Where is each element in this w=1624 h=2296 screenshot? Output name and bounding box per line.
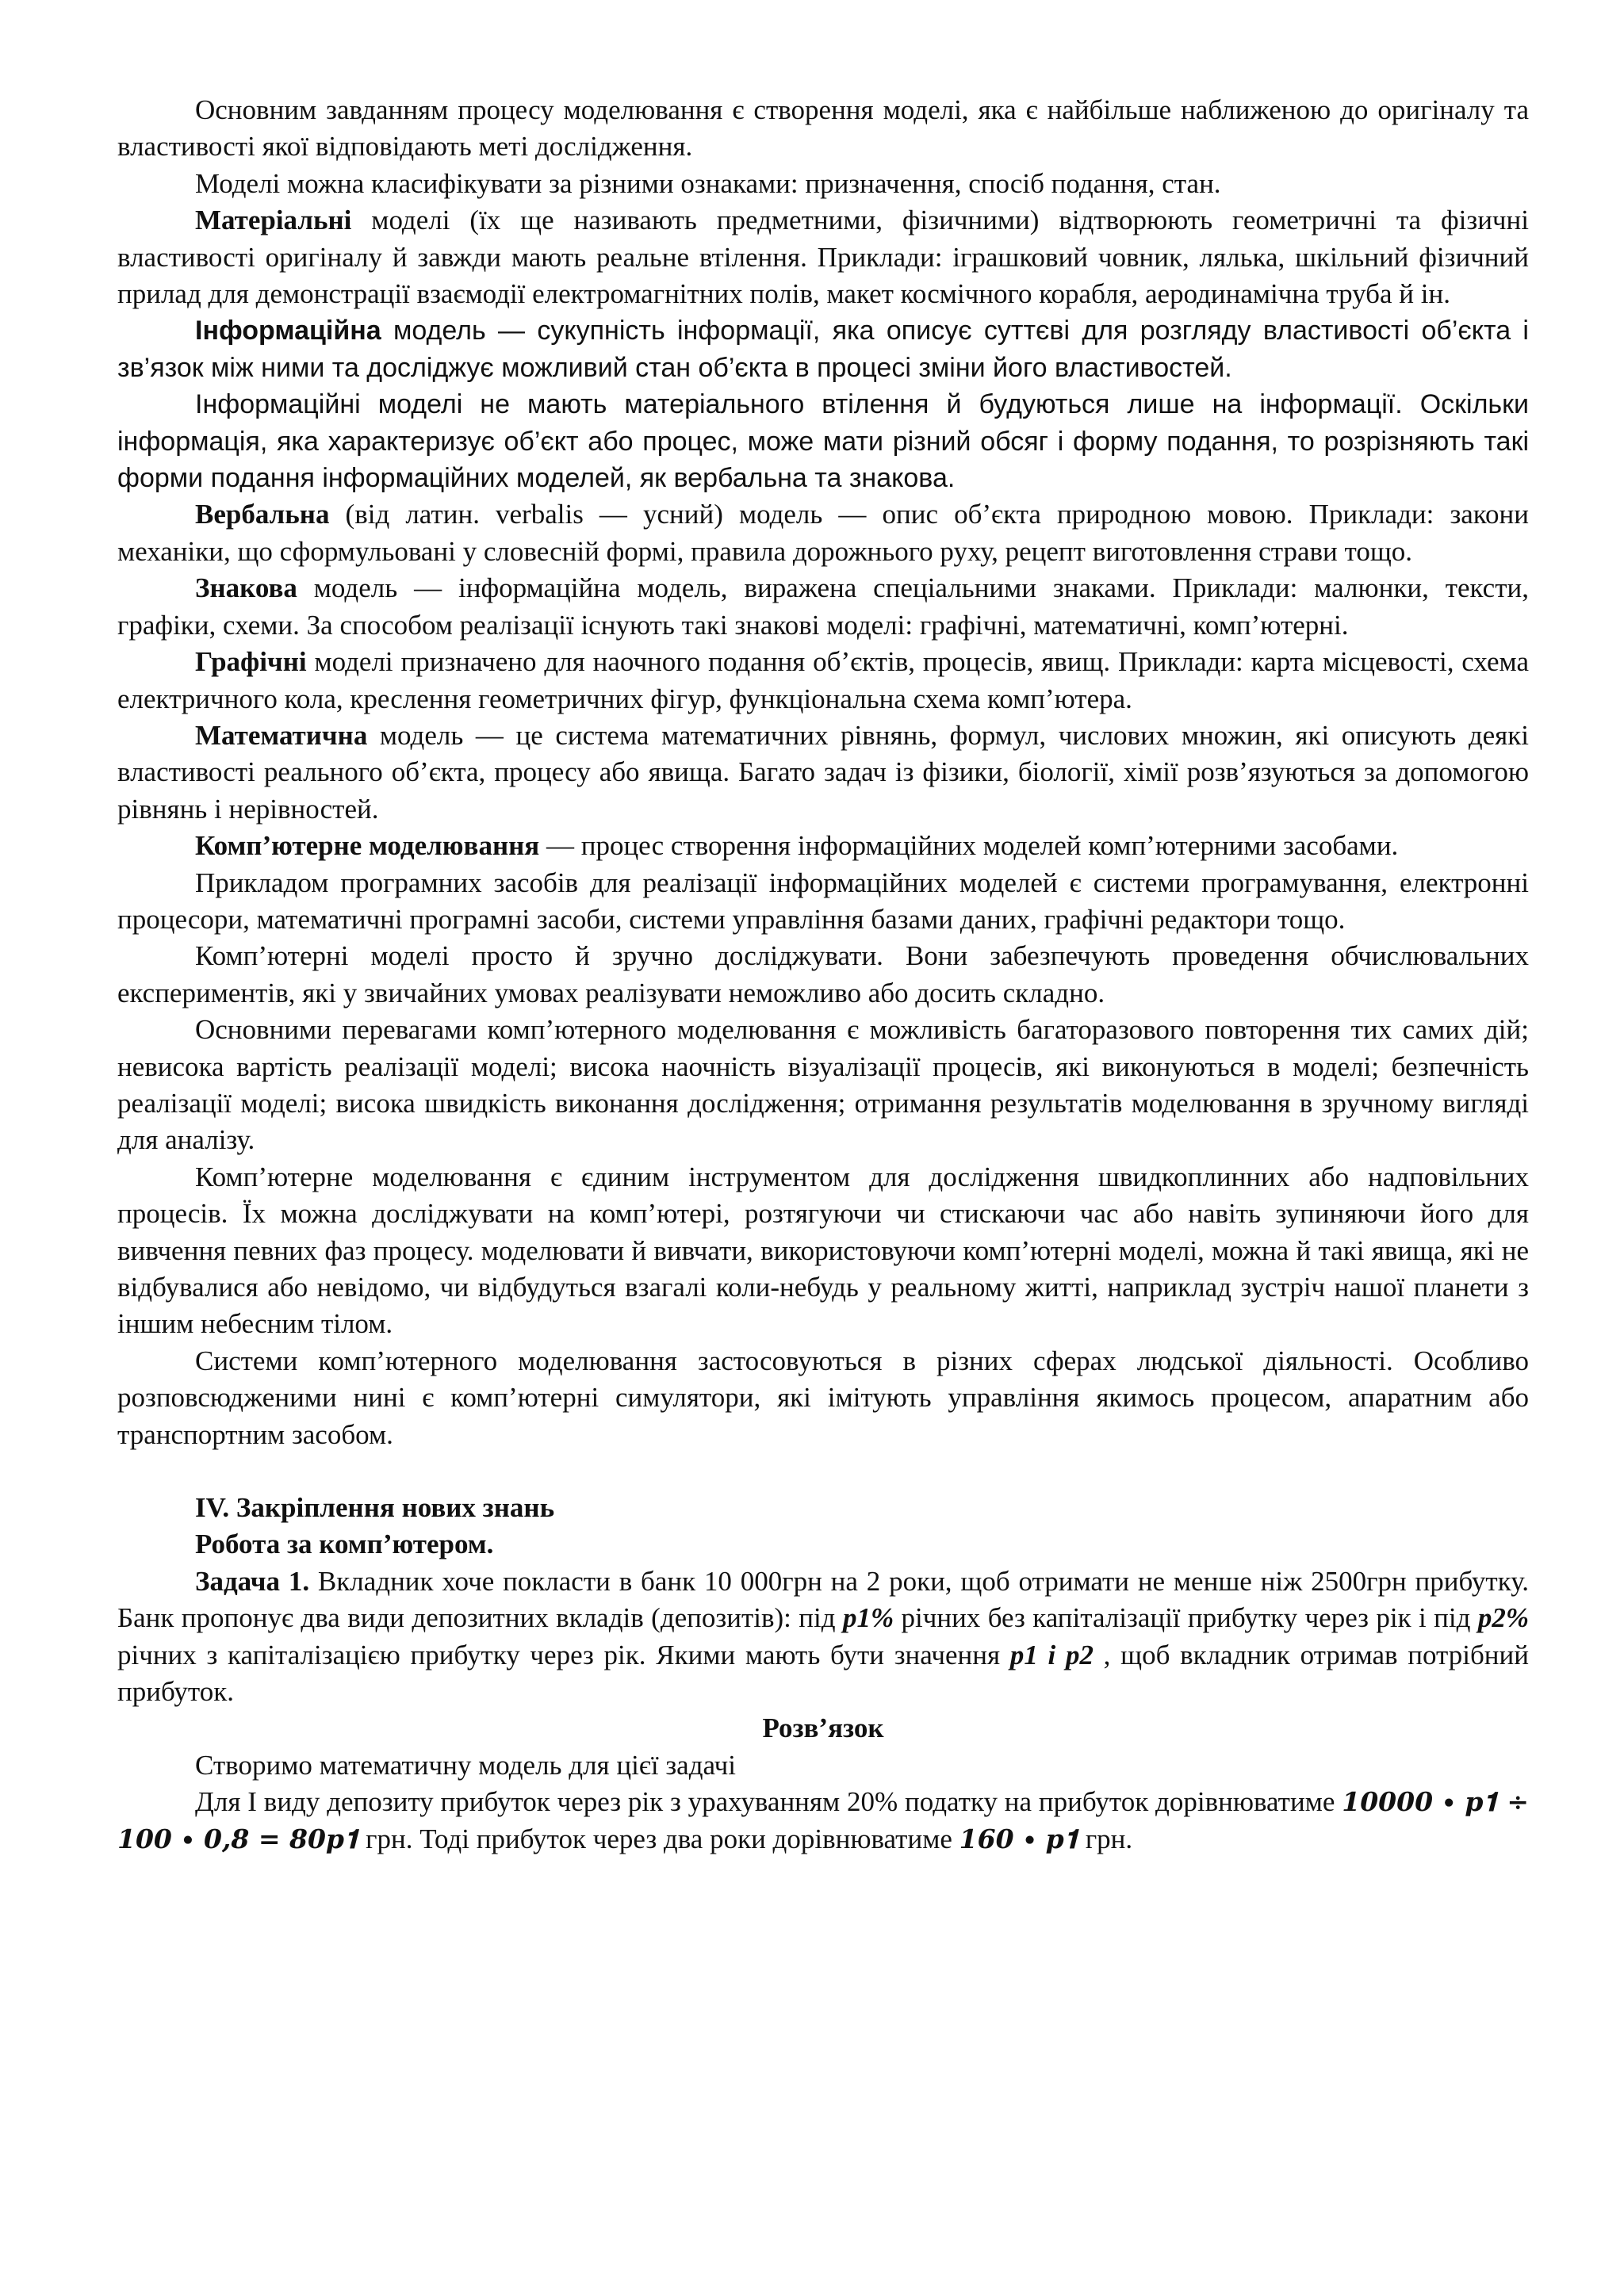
task-text-1: Вкладник хоче покласти в банк 10 000грн на 2 роки, щоб отримати не менше ніж 2500грн прибутку. Банк пропонує два види депозитних вкладів (депозитів): під xyxy=(117,1565,1529,1634)
solution-paragraph xyxy=(117,1784,1529,1858)
solution-intro: Створимо математичну модель для цієї задачі xyxy=(195,1749,736,1781)
section-heading-text: IV. Закріплення нових знань xyxy=(195,1492,555,1524)
term-sign: Знакова xyxy=(195,572,297,604)
paragraph-information-model xyxy=(117,312,1529,386)
paragraph-advantages: Основними перевагами комп’ютерного моделювання є можливість багаторазового повторення тих самих дій; невисока вартість реалізації моделі; висока наочність візуалізації процесів, які виконуються в моделі; безпечність реалізації моделі; висока швидкість виконання дослідження; отримання результатів моделювання в зручному вигляді для аналізу. xyxy=(117,1014,1529,1156)
paragraph-material-text: моделі (їх ще називають предметними, фізичними) відтворюють геометричні та фізичні властивості оригіналу й завжди мають реальне втілення. Приклади: іграшковий човник, лялька, шкільний фізичний прилад для демонстрації взаємодії електромагнітних полів, макет космічного корабля, аеродинамічна труба й ін. xyxy=(117,205,1529,310)
paragraph-information-models-nature: Інформаційні моделі не мають матеріального втілення й будуються лише на інформації. Оскільки інформація, яка характеризує об’єкт або процес, може мати різний обсяг і форму подання, то розрізняють такі форми подання інформаційних моделей, як вербальна та знакова. xyxy=(117,389,1529,494)
term-information: Інформаційна xyxy=(195,316,381,346)
paragraph-sign-model xyxy=(117,570,1529,644)
term-verbal: Вербальна xyxy=(195,499,330,530)
term-computer-modeling: Комп’ютерне моделювання xyxy=(195,830,540,862)
section-subheading xyxy=(117,1526,1529,1563)
task-text-4: , щоб вкладник отримав потрібний прибуток. xyxy=(117,1639,1529,1708)
term-material: Матеріальні xyxy=(195,205,352,236)
formula-profit-two-years: 160 ∙ 𝒑𝟏 xyxy=(959,1823,1079,1854)
paragraph-material-models xyxy=(117,202,1529,312)
paragraph-information-text: модель — сукупність інформації, яка описує суттєві для розгляду властивості об’єкта і зв’язок між ними та досліджує можливий стан об’єкта в процесі зміни його властивостей. xyxy=(117,316,1529,383)
formula-profit-year: 10000 ∙ 𝒑𝟏 ÷ 100 ∙ 0,8 = 80𝒑𝟏 xyxy=(117,1786,1529,1854)
task-text-2: річних без капіталізації прибутку через рік і під xyxy=(894,1602,1478,1634)
solution-text-3: грн. xyxy=(1078,1823,1133,1854)
paragraph-computer-modeling xyxy=(117,828,1529,864)
paragraph-classification: Моделі можна класифікувати за різними ознаками: призначення, спосіб подання, стан. xyxy=(195,167,1221,199)
section-subheading-text: Робота за комп’ютером. xyxy=(195,1529,494,1560)
paragraph-simulators: Системи комп’ютерного моделювання застосовуються в різних сферах людської діяльності. Особливо розповсюдженими нині є комп’ютерні симулятори, які імітують управління якимось процесом, апаратним або транспортним засобом. xyxy=(117,1345,1529,1450)
task-p1: p1% xyxy=(842,1602,894,1634)
solution-text-1: Для І виду депозиту прибуток через рік з урахуванням 20% податку на прибуток дорівнюватиме xyxy=(195,1786,1342,1818)
paragraph-unique-tool: Комп’ютерне моделювання є єдиним інструментом для дослідження швидкоплинних або надповільних процесів. Їх можна досліджувати на комп’ютері, розтягуючи чи стискаючи час або навіть зупиняючи його для вивчення певних фаз процесу. моделювати й вивчати, використовуючи комп’ютерні моделі, можна й такі явища, які не відбувалися або невідомо, чи відбудуться взагалі коли-небудь у реальному житті, наприклад зустріч нашої планети з іншим небесним тілом. xyxy=(117,1161,1529,1340)
task-p1-p2: p1 і p2 xyxy=(1009,1639,1094,1670)
section-heading xyxy=(117,1490,1529,1526)
task-p2: p2% xyxy=(1477,1602,1529,1634)
paragraph-mathematical-model xyxy=(117,718,1529,828)
paragraph-computer-modeling-text: — процес створення інформаційних моделей комп’ютерними засобами. xyxy=(539,830,1399,862)
solution-title: Розв’язок xyxy=(762,1712,884,1744)
task-label: Задача 1. xyxy=(195,1565,310,1597)
paragraph-mathematical-text: модель — це система математичних рівнянь, формул, числових множин, які описують деякі властивості реального об’єкта, процесу або явища. Багато задач із фізики, біології, хімії розв’язуються за допомогою рівнянь і нерівностей. xyxy=(117,719,1529,825)
paragraph-computer-models-easy: Комп’ютерні моделі просто й зручно досліджувати. Вони забезпечують проведення обчислювальних експериментів, які у звичайних умовах реалізувати неможливо або досить складно. xyxy=(117,940,1529,1008)
paragraph-sign-text: модель — інформаційна модель, виражена спеціальними знаками. Приклади: малюнки, тексти, графіки, схеми. За способом реалізації існують такі знакові моделі: графічні, математичні, комп’ютерні. xyxy=(117,572,1529,641)
paragraph-task-of-modeling: Основним завданням процесу моделювання є створення моделі, яка є найбільше наближеною до оригіналу та властивості якої відповідають меті дослідження. xyxy=(117,94,1529,163)
task-text-3: річних з капіталізацією прибутку через рік. Якими мають бути значення xyxy=(117,1639,1010,1670)
solution-text-2: грн. Тоді прибуток через два роки дорівнюватиме xyxy=(358,1823,959,1854)
paragraph-graphic-models xyxy=(117,644,1529,718)
paragraph-graphic-text: моделі призначено для наочного подання об’єктів, процесів, явищ. Приклади: карта місцевості, схема електричного кола, креслення геометричних фігур, функціональна схема комп’ютера. xyxy=(117,646,1529,714)
document-page xyxy=(117,92,1529,1858)
paragraph-verbal-text: (від латин. verbalis — усний) модель — опис об’єкта природною мовою. Приклади: закони механіки, що сформульовані у словесній формі, правила дорожнього руху, рецепт виготовлення страви тощо. xyxy=(117,499,1529,567)
term-graphic: Графічні xyxy=(195,646,307,678)
term-mathematical: Математична xyxy=(195,719,368,751)
task-paragraph xyxy=(117,1563,1529,1711)
paragraph-software-examples: Прикладом програмних засобів для реалізації інформаційних моделей є системи програмування, електронні процесори, математичні програмні засоби, системи управління базами даних, графічні редактори тощо. xyxy=(117,867,1529,935)
paragraph-verbal-model xyxy=(117,496,1529,570)
